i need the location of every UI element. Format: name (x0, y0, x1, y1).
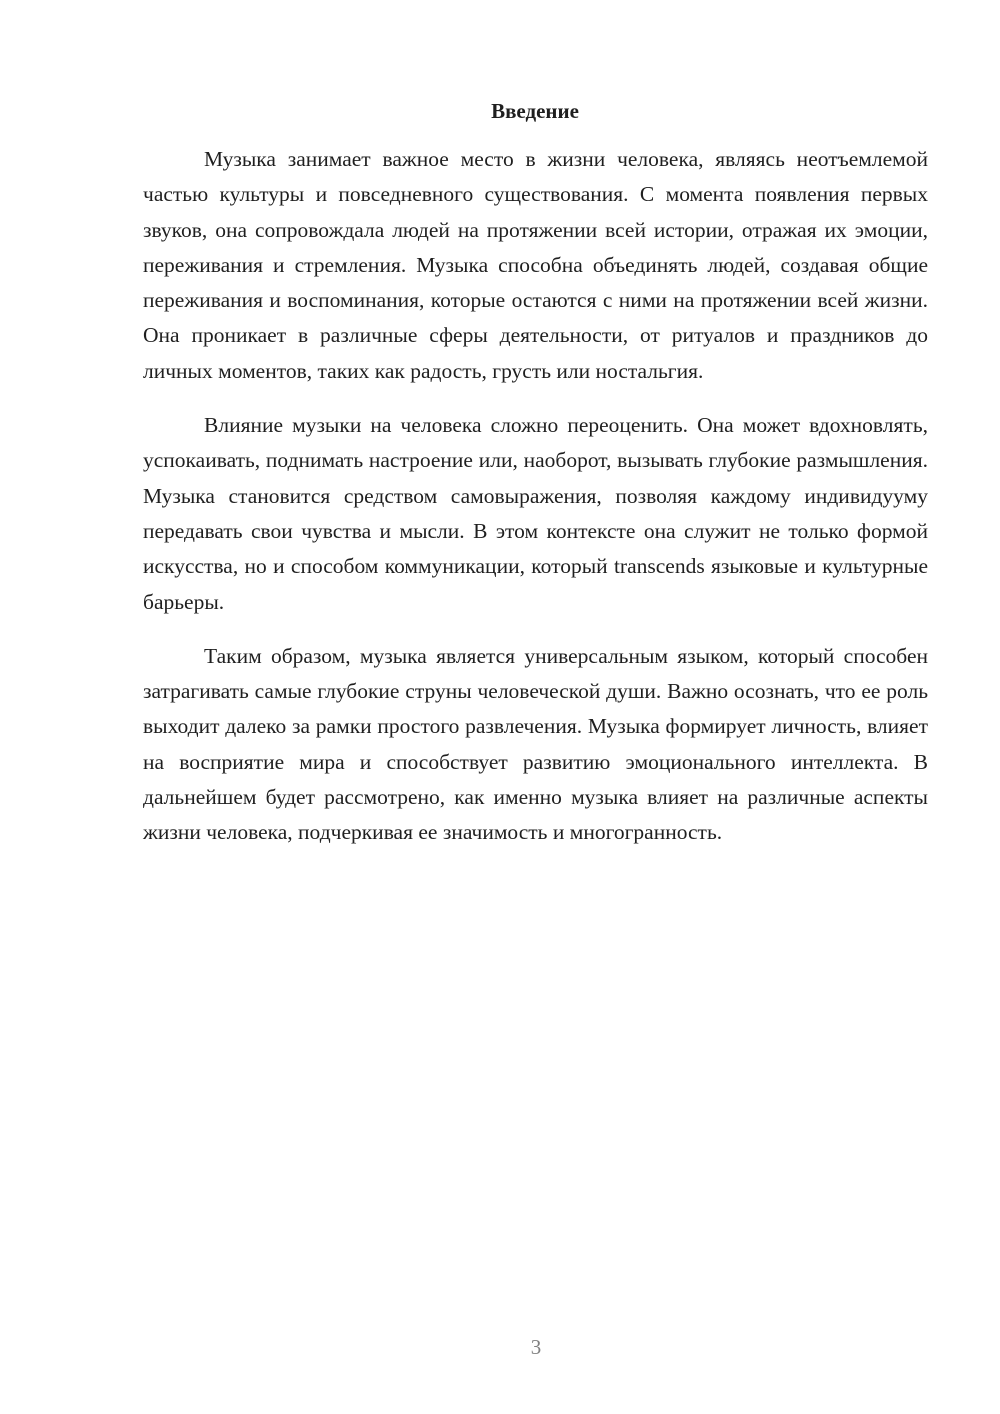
paragraph-3: Таким образом, музыка является универсальным языком, который способен затрагивать самые глубокие струны человеческой души. Важно осознать, что ее роль выходит далеко за рамки простого развлечения. Музыка формирует личность, влияет на восприятие мира и способствует развитию эмоционального интеллекта. В дальнейшем будет рассмотрено, как именно музыка влияет на различные аспекты жизни человека, подчеркивая ее значимость и многогранность. (143, 643, 928, 845)
body-text (143, 142, 928, 870)
page-number: 3 (530, 1335, 542, 1359)
paragraph-1: Музыка занимает важное место в жизни человека, являясь неотъемлемой частью культуры и повседневного существования. С момента появления первых звуков, она сопровождала людей на протяжении всей истории, отражая их эмоции, переживания и стремления. Музыка способна объединять людей, создавая общие переживания и воспоминания, которые остаются с ними на протяжении всей жизни. Она проникает в различные сферы деятельности, от ритуалов и праздников до личных моментов, таких как радость, грусть или ностальгия. (143, 147, 928, 383)
section-title: Введение (491, 99, 579, 123)
paragraph-2: Влияние музыки на человека сложно переоценить. Она может вдохновлять, успокаивать, поднимать настроение или, наоборот, вызывать глубокие размышления. Музыка становится средством самовыражения, позволяя каждому индивидууму передавать свои чувства и мысли. В этом контексте она служит не только формой искусства, но и способом коммуникации, который transcends языковые и культурные барьеры. (143, 413, 928, 614)
